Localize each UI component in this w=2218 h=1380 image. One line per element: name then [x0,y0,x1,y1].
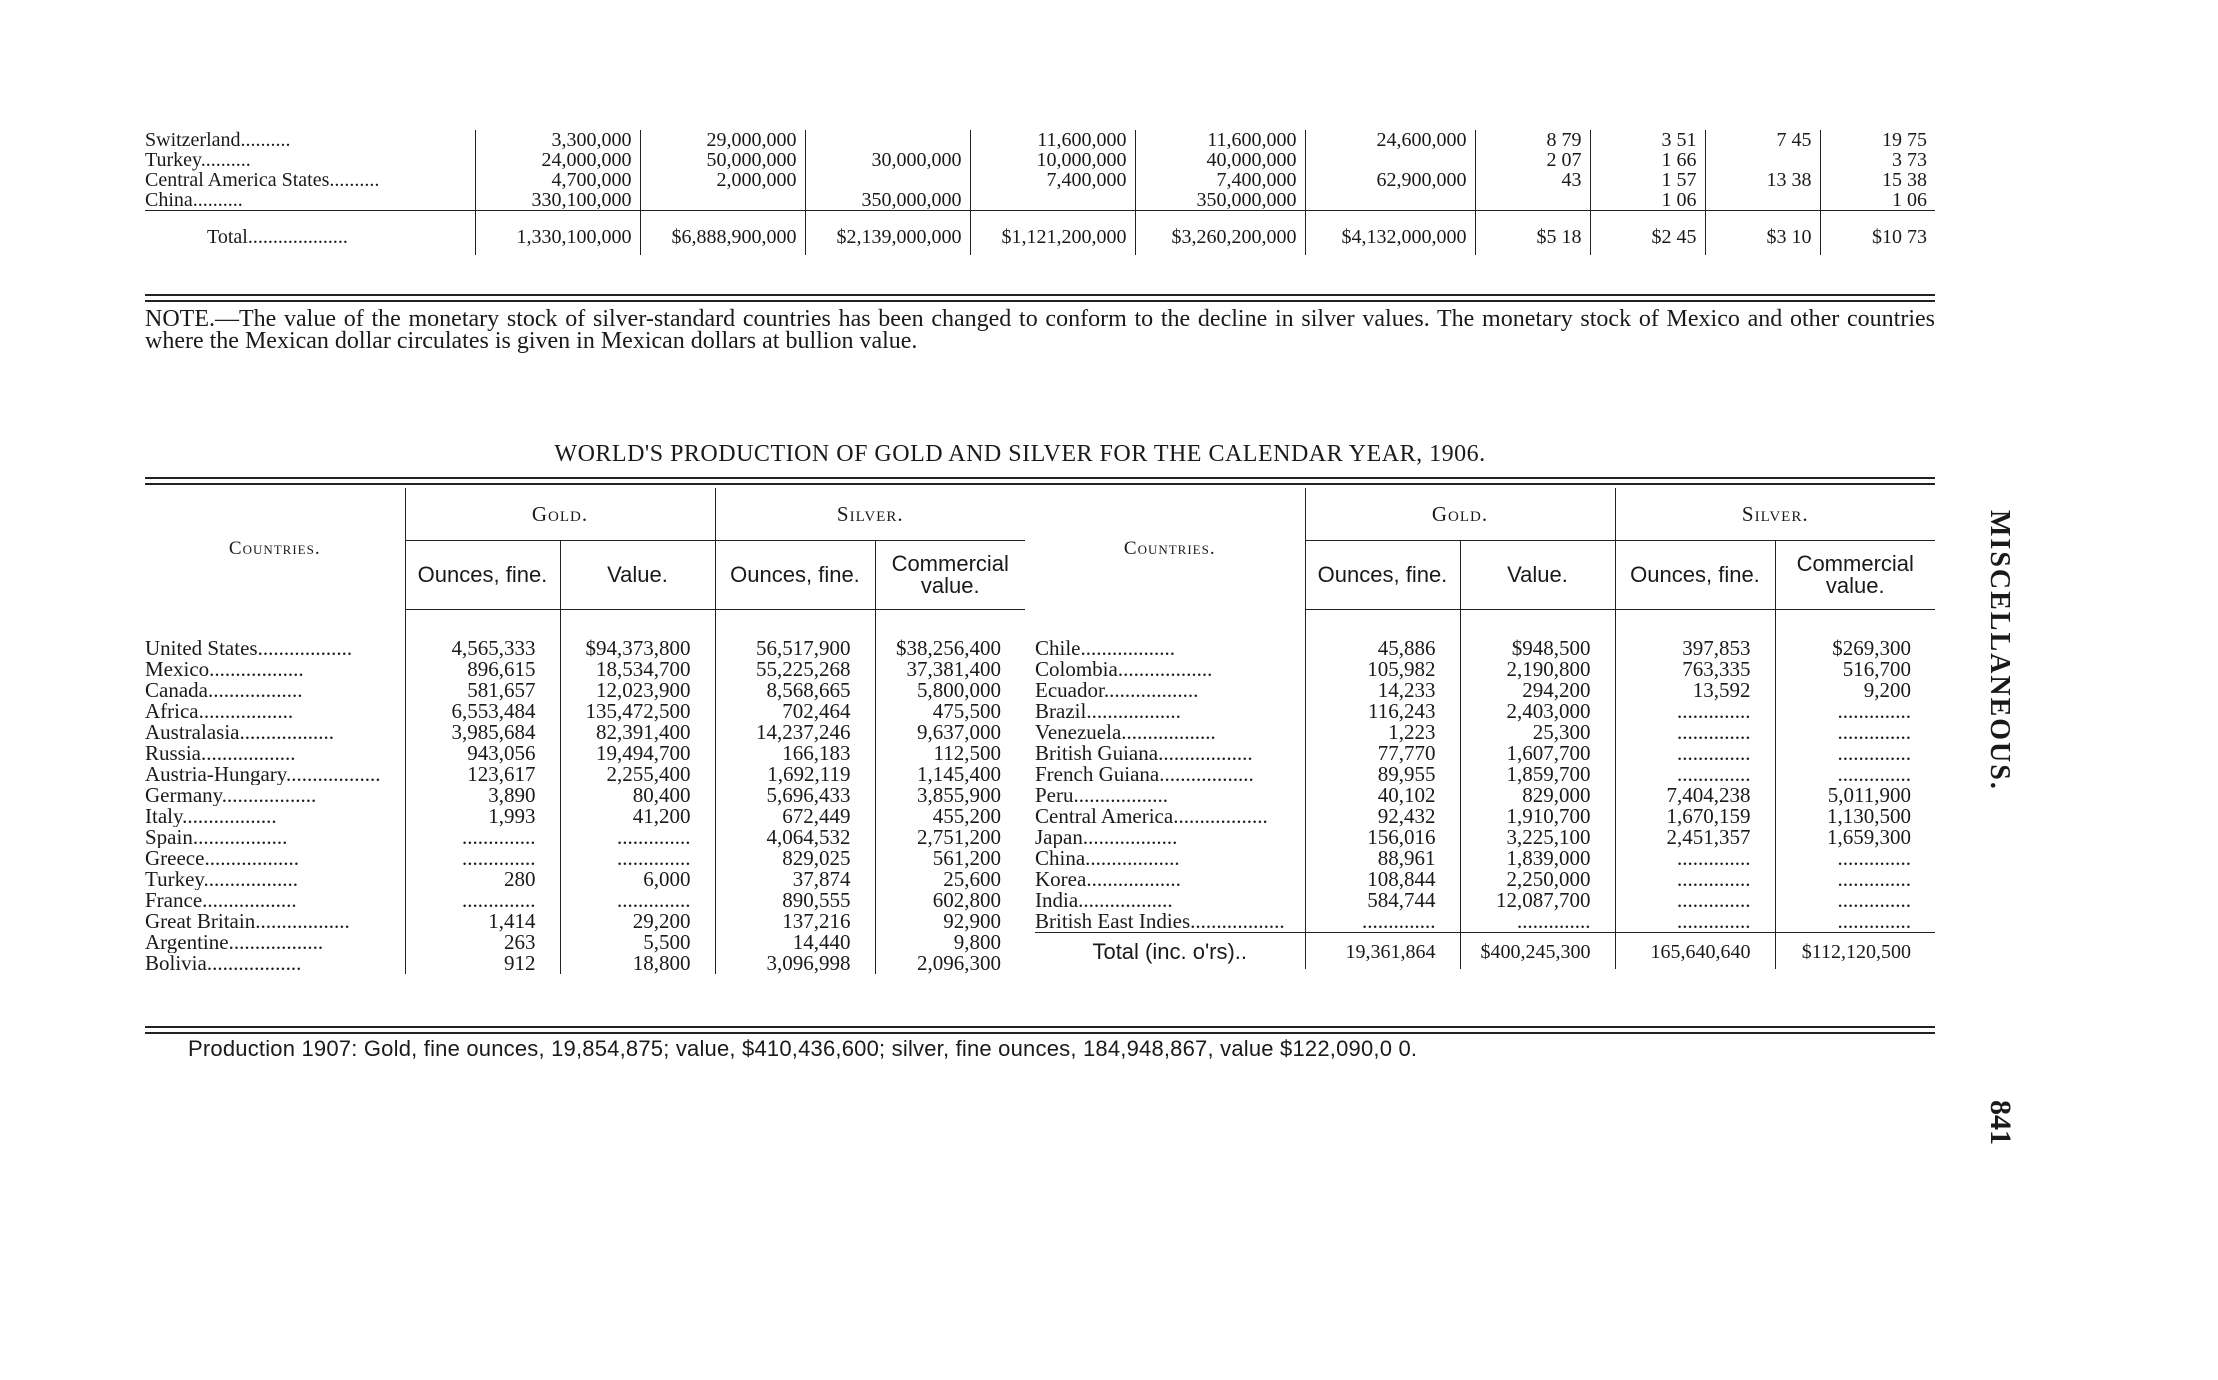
total-c9: $3 10 [1705,211,1820,256]
value-cell: .............. [1677,743,1751,764]
value-cell: .............. [1837,743,1911,764]
value-cell: 672,449 [782,806,851,827]
header-silver-commercial-value: Commercial value. [875,541,1025,610]
value-cell: 92,432 [1377,806,1436,827]
value-cell: 45,886 [1377,638,1436,659]
total-c7: $5 18 [1475,211,1590,256]
value-cell: .............. [1677,848,1751,869]
country-name: Spain.................. [145,826,288,848]
total-label: Total (inc. o'rs).. [1035,933,1305,970]
value-cell: 5,011,900 [1827,785,1911,806]
cell-c7: 43 [1475,170,1590,190]
rule [145,1026,1935,1028]
header-silver: Silver. [1615,488,1935,541]
cell-c3 [805,170,970,190]
country-name: British East Indies.................. [1035,910,1285,932]
country-name: French Guiana.................. [1035,763,1254,785]
country-name: Canada.................. [145,679,303,701]
header-gold: Gold. [405,488,715,541]
country-name: Mexico.................. [145,658,304,680]
header-gold-value: Value. [560,541,715,610]
monetary-stock-total-row [145,211,1935,256]
cell-c8: 1 57 [1590,170,1705,190]
value-cell: .............. [1837,764,1911,785]
country-name: British Guiana.................. [1035,742,1253,764]
value-cell: 4,565,333 [451,638,536,659]
production-table-right [1035,488,1935,969]
value-cell: 3,985,684 [451,722,536,743]
value-cell: 3,890 [488,785,536,806]
value-cell: 7,404,238 [1666,785,1751,806]
cell-c6 [1305,150,1475,170]
total-c10: $10 73 [1820,211,1935,256]
left-silver-value-column [875,610,1025,975]
value-cell: 1,993 [488,806,536,827]
value-cell: 29,200 [632,911,691,932]
country-name: Korea.................. [1035,868,1181,890]
header-silver-ounces: Ounces, fine. [715,541,875,610]
value-cell: 89,955 [1377,764,1436,785]
rule [145,483,1935,485]
cell-c10: 3 73 [1892,149,1927,171]
value-cell: 112,500 [933,743,1001,764]
value-cell: 2,096,300 [917,953,1001,974]
cell-c9 [1705,150,1820,170]
value-cell: $948,500 [1511,638,1591,659]
value-cell: 80,400 [632,785,691,806]
header-gold: Gold. [1305,488,1615,541]
value-cell: 829,025 [782,848,851,869]
value-cell: 37,874 [792,869,851,890]
right-silver-ounces-column [1615,610,1775,933]
header-gold-value: Value. [1460,541,1615,610]
value-cell: .............. [617,827,691,848]
value-cell: 88,961 [1377,848,1436,869]
right-gold-ounces-column [1305,610,1460,933]
monetary-stock-row [145,130,1935,150]
value-cell: 18,800 [632,953,691,974]
value-cell: 123,617 [467,764,536,785]
value-cell: 14,440 [792,932,851,953]
value-cell: 829,000 [1522,785,1591,806]
left-gold-ounces-column [405,610,560,975]
value-cell: 92,900 [943,911,1001,932]
production-total-row [1035,933,1935,970]
total-c1: 1,330,100,000 [475,211,640,256]
country-name: Turkey.................. [145,868,299,890]
value-cell: 5,696,433 [766,785,851,806]
value-cell: .............. [1837,701,1911,722]
value-cell: 584,744 [1367,890,1436,911]
value-cell: 475,500 [932,701,1001,722]
value-cell: 4,064,532 [766,827,851,848]
value-cell: .............. [1677,869,1751,890]
header-silver: Silver. [715,488,1025,541]
right-gold-value-column [1460,610,1615,933]
header-countries: Countries. [145,488,405,610]
total-c6: $4,132,000,000 [1305,211,1475,256]
cell-c10: 19 75 [1882,129,1927,151]
cell-c5: 7,400,000 [1135,170,1305,190]
value-cell: 156,016 [1367,827,1436,848]
cell-c9 [1705,190,1820,211]
monetary-stock-rows [145,130,1935,211]
value-cell: 108,844 [1367,869,1436,890]
country-name: Central America States.......... [145,170,475,190]
value-cell: 6,000 [643,869,691,890]
rule [145,477,1935,479]
header-gold-ounces: Ounces, fine. [405,541,560,610]
country-name: Russia.................. [145,742,296,764]
value-cell: 2,250,000 [1506,869,1591,890]
value-cell: 1,414 [488,911,536,932]
total-silver-value: $112,120,500 [1775,933,1935,970]
cell-c3: 30,000,000 [805,150,970,170]
cell-c4 [970,190,1135,211]
country-name: Chile.................. [1035,637,1175,659]
value-cell: 116,243 [1368,701,1436,722]
country-name: Ecuador.................. [1035,679,1199,701]
total-silver-ounces: 165,640,640 [1615,933,1775,970]
value-cell: 14,233 [1377,680,1436,701]
value-cell: 763,335 [1682,659,1751,680]
total-c3: $2,139,000,000 [805,211,970,256]
left-silver-ounces-column [715,610,875,975]
rule [145,300,1935,302]
cell-c4: 10,000,000 [970,150,1135,170]
monetary-stock-row [145,190,1935,211]
value-cell: 1,859,700 [1506,764,1591,785]
rule [145,294,1935,296]
value-cell: .............. [1677,722,1751,743]
country-name: Austria-Hungary.................. [145,763,381,785]
value-cell: 37,381,400 [906,659,1001,680]
section-side-label: MISCELLANEOUS. [1984,510,2015,791]
cell-c1: 330,100,000 [475,190,640,211]
monetary-stock-table [145,130,1935,255]
cell-c2: 29,000,000 [640,130,805,150]
value-cell: 455,200 [932,806,1001,827]
value-cell: 55,225,268 [756,659,851,680]
value-cell: 12,087,700 [1496,890,1591,911]
country-name: Switzerland.......... [145,130,475,150]
value-cell: $269,300 [1832,638,1911,659]
value-cell: 3,855,900 [917,785,1001,806]
country-name: United States.................. [145,637,353,659]
value-cell: 1,130,500 [1827,806,1911,827]
cell-c5: 350,000,000 [1135,190,1305,211]
cell-c6 [1305,190,1475,211]
page-number: 841 [1984,1100,2017,1145]
value-cell: 12,023,900 [596,680,691,701]
country-name: Argentine.................. [145,931,324,953]
value-cell: 19,494,700 [596,743,691,764]
value-cell: 5,500 [643,932,691,953]
cell-c9: 13 38 [1705,170,1820,190]
total-c4: $1,121,200,000 [970,211,1135,256]
value-cell: 137,216 [782,911,851,932]
value-cell: .............. [1837,848,1911,869]
value-cell: 14,237,246 [756,722,851,743]
value-cell: .............. [1362,911,1436,932]
total-label: Total.................... [145,211,475,256]
header-countries: Countries. [1035,488,1305,610]
value-cell: $94,373,800 [585,638,691,659]
cell-c10: 1 06 [1892,189,1927,211]
value-cell: 294,200 [1522,680,1591,701]
value-cell: 166,183 [782,743,851,764]
header-silver-ounces: Ounces, fine. [1615,541,1775,610]
value-cell: 6,553,484 [451,701,536,722]
cell-c7: 8 79 [1475,130,1590,150]
value-cell: 40,102 [1377,785,1436,806]
value-cell: 1,223 [1388,722,1436,743]
value-cell: 602,800 [932,890,1001,911]
value-cell: 1,839,000 [1506,848,1591,869]
value-cell: .............. [1837,869,1911,890]
value-cell: 280 [504,869,536,890]
value-cell: 3,096,998 [766,953,851,974]
value-cell: 2,451,357 [1666,827,1751,848]
value-cell: 702,464 [782,701,851,722]
cell-c2: 2,000,000 [640,170,805,190]
cell-c10: 15 38 [1882,169,1927,191]
value-cell: 9,637,000 [917,722,1001,743]
value-cell: .............. [1677,701,1751,722]
value-cell: 1,910,700 [1506,806,1591,827]
country-name: Peru.................. [1035,784,1168,806]
country-name: Africa.................. [145,700,294,722]
production-table-left [145,488,1025,974]
value-cell: 56,517,900 [756,638,851,659]
country-name: China.......... [145,190,475,211]
value-cell: 890,555 [782,890,851,911]
cell-c9: 7 45 [1705,130,1820,150]
monetary-stock-row [145,170,1935,190]
country-name: Japan.................. [1035,826,1178,848]
country-name: Australasia.................. [145,721,334,743]
value-cell: .............. [1677,890,1751,911]
value-cell: 2,403,000 [1506,701,1591,722]
value-cell: .............. [617,890,691,911]
country-name: Colombia.................. [1035,658,1213,680]
value-cell: 3,225,100 [1506,827,1591,848]
total-c5: $3,260,200,000 [1135,211,1305,256]
note-text: NOTE.—The value of the monetary stock of silver-standard countries has been changed to conform to the decline in silver values. The monetary stock of Mexico and other countries where the Mexican dollar circulates is given in Mexican dollars at bullion value. [145,306,1935,354]
value-cell: 397,853 [1682,638,1751,659]
value-cell: .............. [462,890,536,911]
left-gold-value-column [560,610,715,975]
production-1907-footer: Production 1907: Gold, fine ounces, 19,854,875; value, $410,436,600; silver, fine ounces, 184,948,867, value $122,090,0 0. [188,1036,1418,1061]
country-name: Greece.................. [145,847,299,869]
country-name: Italy.................. [145,805,277,827]
cell-c8: 3 51 [1590,130,1705,150]
value-cell: 5,800,000 [917,680,1001,701]
value-cell: 105,982 [1367,659,1436,680]
value-cell: 516,700 [1842,659,1911,680]
country-name: India.................. [1035,889,1173,911]
value-cell: 581,657 [467,680,536,701]
cell-c4: 11,600,000 [970,130,1135,150]
production-title: WORLD'S PRODUCTION OF GOLD AND SILVER FOR THE CALENDAR YEAR, 1906. [554,441,1486,467]
cell-c2 [640,190,805,211]
left-country-column [145,610,405,975]
value-cell: 2,190,800 [1506,659,1591,680]
value-cell: 1,670,159 [1666,806,1751,827]
cell-c3 [805,130,970,150]
right-silver-value-column [1775,610,1935,933]
value-cell: 13,592 [1692,680,1751,701]
cell-c4: 7,400,000 [970,170,1135,190]
cell-c8: 1 06 [1590,190,1705,211]
value-cell: 9,800 [953,932,1001,953]
value-cell: 82,391,400 [596,722,691,743]
cell-c3: 350,000,000 [805,190,970,211]
country-name: Bolivia.................. [145,952,302,974]
country-name: Central America.................. [1035,805,1268,827]
value-cell: $38,256,400 [896,638,1001,659]
cell-c2: 50,000,000 [640,150,805,170]
country-name: Turkey.......... [145,150,475,170]
header-silver-commercial-value: Commercial value. [1775,541,1935,610]
total-c2: $6,888,900,000 [640,211,805,256]
country-name: France.................. [145,889,297,911]
country-name: China.................. [1035,847,1180,869]
cell-c7 [1475,190,1590,211]
total-gold-ounces: 19,361,864 [1305,933,1460,970]
value-cell: 912 [504,953,536,974]
value-cell: 1,692,119 [767,764,851,785]
cell-c5: 11,600,000 [1135,130,1305,150]
country-name: Venezuela.................. [1035,721,1216,743]
value-cell: 2,255,400 [606,764,691,785]
value-cell: .............. [1837,911,1911,932]
value-cell: 135,472,500 [585,701,691,722]
value-cell: 263 [504,932,536,953]
value-cell: 1,145,400 [917,764,1001,785]
value-cell: .............. [1677,911,1751,932]
value-cell: 41,200 [632,806,691,827]
value-cell: .............. [1837,890,1911,911]
value-cell: 1,607,700 [1506,743,1591,764]
country-name: Germany.................. [145,784,317,806]
cell-c1: 24,000,000 [475,150,640,170]
value-cell: 896,615 [467,659,536,680]
rule [145,1032,1935,1034]
cell-c7: 2 07 [1475,150,1590,170]
cell-c1: 3,300,000 [475,130,640,150]
value-cell: 8,568,665 [766,680,851,701]
value-cell: .............. [462,848,536,869]
total-gold-value: $400,245,300 [1460,933,1615,970]
value-cell: .............. [1837,722,1911,743]
monetary-stock-row [145,150,1935,170]
cell-c1: 4,700,000 [475,170,640,190]
value-cell: .............. [617,848,691,869]
value-cell: 9,200 [1863,680,1911,701]
cell-c5: 40,000,000 [1135,150,1305,170]
value-cell: 25,600 [943,869,1001,890]
right-country-column [1035,610,1305,933]
value-cell: 943,056 [467,743,536,764]
value-cell: .............. [1517,911,1591,932]
value-cell: 77,770 [1377,743,1436,764]
cell-c6: 62,900,000 [1305,170,1475,190]
country-name: Brazil.................. [1035,700,1181,722]
cell-c8: 1 66 [1590,150,1705,170]
total-c8: $2 45 [1590,211,1705,256]
value-cell: 2,751,200 [917,827,1001,848]
value-cell: 18,534,700 [596,659,691,680]
value-cell: 25,300 [1532,722,1591,743]
value-cell: .............. [462,827,536,848]
value-cell: .............. [1677,764,1751,785]
header-gold-ounces: Ounces, fine. [1305,541,1460,610]
value-cell: 561,200 [932,848,1001,869]
country-name: Great Britain.................. [145,910,350,932]
value-cell: 1,659,300 [1827,827,1911,848]
cell-c6: 24,600,000 [1305,130,1475,150]
